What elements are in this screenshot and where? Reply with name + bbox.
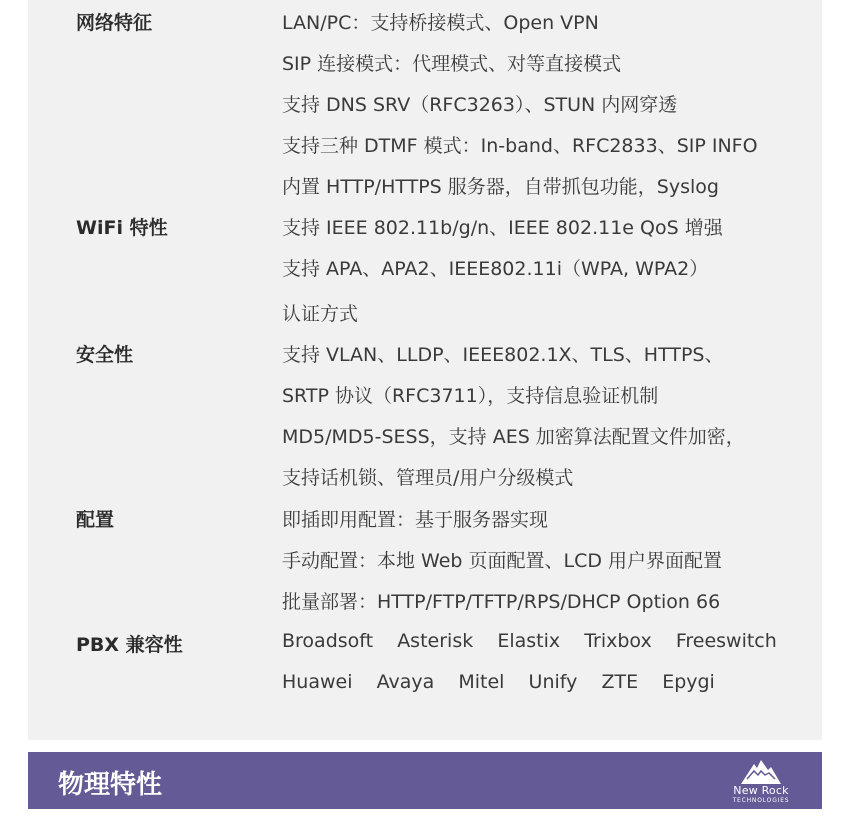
section-header-bar xyxy=(28,752,822,809)
spec-value: 认证方式 xyxy=(282,303,359,325)
spec-value: 支持 IEEE 802.11b/g/n、IEEE 802.11e QoS 增强 xyxy=(282,217,723,239)
spec-value: SRTP 协议（RFC3711），支持信息验证机制 xyxy=(282,385,659,407)
spec-value: 支持 VLAN、LLDP、IEEE802.1X、TLS、HTTPS、 xyxy=(282,344,724,366)
spec-row-pbx-1 xyxy=(28,622,822,663)
spec-row xyxy=(28,291,822,332)
pbx-item: Freeswitch xyxy=(675,630,777,652)
spec-row xyxy=(28,455,822,496)
section-title: 物理特性 xyxy=(58,770,163,800)
spec-row xyxy=(28,123,822,164)
spec-label-pbx: PBX 兼容性 xyxy=(76,634,183,656)
spec-row-pbx-2 xyxy=(28,663,822,704)
pbx-item: Mitel xyxy=(458,671,505,693)
pbx-item: Avaya xyxy=(376,671,435,693)
spec-value: 支持话机锁、管理员/用户分级模式 xyxy=(282,467,574,489)
spec-value: 支持三种 DTMF 模式：In-band、RFC2833、SIP INFO xyxy=(282,135,758,157)
pbx-item: Trixbox xyxy=(584,630,652,652)
pbx-item: ZTE xyxy=(601,671,639,693)
spec-panel xyxy=(28,0,822,740)
spec-value: 内置 HTTP/HTTPS 服务器，自带抓包功能，Syslog xyxy=(282,176,719,198)
logo-name: New Rock xyxy=(733,784,789,797)
spec-row xyxy=(28,82,822,123)
spec-value: MD5/MD5-SESS，支持 AES 加密算法配置文件加密， xyxy=(282,426,745,448)
mountain-logo-icon xyxy=(741,760,781,784)
spec-value: 支持 DNS SRV（RFC3263）、STUN 内网穿透 xyxy=(282,94,678,116)
spec-row xyxy=(28,538,822,579)
logo-subtitle: TECHNOLOGIES xyxy=(732,797,790,804)
spec-row xyxy=(28,332,822,373)
spec-row xyxy=(28,246,822,287)
spec-label: 配置 xyxy=(76,509,115,531)
spec-row xyxy=(28,373,822,414)
pbx-item: Epygi xyxy=(662,671,715,693)
spec-label: WiFi 特性 xyxy=(76,217,168,239)
pbx-list-2 xyxy=(282,671,715,693)
pbx-item: Huawei xyxy=(282,671,353,693)
spec-value: 即插即用配置：基于服务器实现 xyxy=(282,509,549,531)
pbx-item: Elastix xyxy=(497,630,561,652)
brand-logo xyxy=(716,760,806,804)
spec-value: SIP 连接模式：代理模式、对等直接模式 xyxy=(282,53,622,75)
spec-value: 批量部署：HTTP/FTP/TFTP/RPS/DHCP Option 66 xyxy=(282,591,721,613)
pbx-item: Broadsoft xyxy=(282,630,374,652)
spec-row xyxy=(28,414,822,455)
spec-row xyxy=(28,41,822,82)
spec-row xyxy=(28,164,822,205)
pbx-item: Unify xyxy=(528,671,578,693)
spec-label: 网络特征 xyxy=(76,12,153,34)
spec-value: 支持 APA、APA2、IEEE802.11i（WPA, WPA2） xyxy=(282,258,709,280)
spec-label: 安全性 xyxy=(76,344,134,366)
spec-row xyxy=(28,205,822,246)
spec-value: 手动配置：本地 Web 页面配置、LCD 用户界面配置 xyxy=(282,550,723,572)
spec-row xyxy=(28,0,822,41)
pbx-item: Asterisk xyxy=(397,630,474,652)
spec-row xyxy=(28,497,822,538)
spec-row xyxy=(28,579,822,620)
pbx-list-1 xyxy=(282,630,777,652)
spec-value: LAN/PC：支持桥接模式、Open VPN xyxy=(282,12,599,34)
